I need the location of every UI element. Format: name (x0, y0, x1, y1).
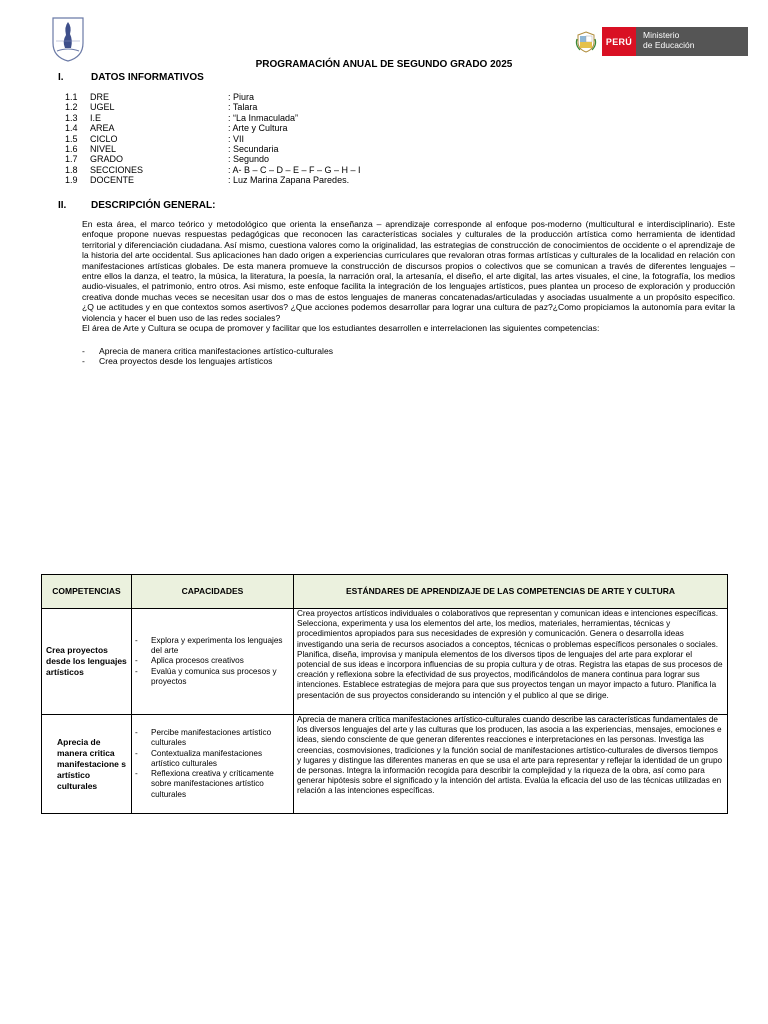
info-value: : Piura (228, 92, 255, 102)
info-num: 1.9 (65, 175, 78, 186)
list-item-text: Aprecia de manera critica manifestaciones artístico-culturales (99, 346, 334, 356)
list-dash: - (135, 769, 138, 779)
info-key: GRADO (90, 154, 124, 165)
table-header-row (42, 575, 728, 609)
table-row (42, 609, 728, 715)
capacidad-text: Evalúa y comunica sus procesos y proyectos (151, 666, 277, 686)
list-dash: - (135, 666, 138, 676)
list-item-text: Crea proyectos desde los lenguajes artísticos (99, 356, 273, 367)
description-paragraph: En esta área, el marco teórico y metodológico que orienta la enseñanza – aprendizaje corresponde al enfoque pos-moderno (multicultural e interdisciplinario). Este enfoque propone nuevas respuestas pedagógicas que reconocen las características sociales y culturales de la producción artística como herramienta de identidad territorial y diferenciación ciudadana. Así mismo, cuestiona valores como la originalidad, las estrategias de construcción de conocimientos de occidente o el aprendizaje de la historia del arte occidental. Sus aplicaciones han dado origen a experiencias curriculares que revaloran otras formas artísticas y culturales de la localidad en relación con manifestaciones artísticas globales. De esta manera promueve la construcción de discursos propios o colectivos que se comunican a través de diferentes lenguajes – entre ellos la danza, el teatro, la música, la literatura, la poesía, la narración oral, la artesanía, el diseño, el arte digital, las artes visuales, el cine, la fotografía, los medios audio-visuales, el patrimonio, entro otros. Asi mismo, este enfoque facilita la integración de los lenguajes artísticos, pues plantea un proceso de exploración y producción creativa donde muchas veces se necesitan usar dos o mas de estos lenguajes de maneras concatenadas/articuladas y asociadas usualmente a un propósito especifico. ¿Q ue actitudes y en que contextos somos asertivos? ¿Que acciones podemos desarrollar para lograr una cultura de paz?¿Como propiciamos la autonomía para evitar la violencia y hacer el buen uso de las redes sociales? (82, 219, 736, 323)
competencies-table (41, 574, 728, 814)
estandar-cell: Aprecia de manera crítica manifestaciones artístico-culturales cuando describe las características fundamentales de los diversos lenguajes del arte y las culturas que los producen, las asocia a las experiencias, mensajes, emociones e ideas, siendo consciente de que generan diferentes reacciones e interpretaciones en las personas. Investiga las creencias, cosmovisiones, tradiciones y la función social de manifestaciones artístico-culturales de diversos tiempos y lugares y distingue las diferentes maneras en que se usa el arte para representar y reflejar la identidad de un grupo de personas. Integra la información recogida para describir la complejidad y la riqueza de la obra, así como para generar hipótesis sobre el significado y la intención del artista. Evalúa la eficacia del uso de las técnicas utilizadas en relación a las intenciones específicas. (294, 715, 728, 814)
info-value: : VII (228, 133, 245, 144)
capacidad-item (135, 749, 290, 769)
list-dash: - (135, 728, 138, 738)
list-dash: - (82, 346, 85, 356)
table-row (42, 715, 728, 814)
info-value: : A- B – C – D – E – F – G – H – I (228, 164, 361, 175)
info-num: 1.5 (65, 133, 78, 144)
info-key: UGEL (90, 102, 115, 113)
info-num: 1.6 (65, 144, 78, 154)
capacidad-text: Percibe manifestaciones artístico culturales (151, 728, 272, 748)
list-dash: - (135, 635, 138, 645)
info-num: 1.4 (65, 123, 78, 134)
estandar-cell: Crea proyectos artísticos individuales o colaborativos que representan y comunican ideas e intenciones específicas. Selecciona, experimenta y usa los elementos del arte, los medios, materiales, herramientas, técnicas y procedimientos apropiados para sus necesidades de expresión y comunicación. Genera o desarrolla ideas investigando una seria de recursos asociados a conceptos, técnicas o problemas específicos personales o sociales. Planifica, diseña, improvisa y manipula elementos de los diversos tipos de lenguajes del arte para explorar el potencial de sus ideas e incorpora influencias de su propia cultura y de otras. Registra las etapas de sus procesos de creación y reflexiona sobre la efectividad de sus proyectos, modificándolos de manera continua para lograr sus intenciones. Establece estrategias de mejora para que sus proyectos tengan un mayor impacto a futuro. Planifica la presentación de sus proyectos considerando su intención y el publico al que se dirige. (294, 609, 728, 715)
ministry-logo (570, 27, 748, 56)
info-value: : “La Inmaculada” (228, 112, 299, 123)
document-title: PROGRAMACIÓN ANUAL DE SEGUNDO GRADO 2025 (255, 59, 513, 70)
capacidad-text: Explora y experimenta los lenguajes del arte (151, 635, 283, 656)
info-key: DRE (90, 92, 110, 102)
capacidad-item (135, 636, 290, 656)
header-estandares: ESTÁNDARES DE APRENDIZAJE DE LAS COMPETENCIAS DE ARTE Y CULTURA (294, 575, 728, 609)
section2-number: II. (58, 200, 67, 211)
info-key: DOCENTE (90, 175, 135, 186)
info-num: 1.3 (65, 112, 78, 123)
list-dash: - (135, 748, 138, 758)
info-value: : Talara (228, 102, 258, 113)
capacidad-text: Aplica procesos creativos (151, 656, 244, 666)
section2-title: DESCRIPCIÓN GENERAL: (91, 200, 216, 211)
description-block (82, 219, 735, 333)
info-value: : Secundaria (228, 144, 279, 154)
capacidad-item (135, 667, 290, 687)
section1-number: I. (58, 72, 64, 83)
info-key: CICLO (90, 133, 118, 144)
header-capacidades: CAPACIDADES (132, 575, 294, 609)
ministry-line2: de Educación (643, 39, 695, 50)
ministry-line1: Ministerio (643, 30, 680, 40)
info-num: 1.1 (65, 92, 78, 102)
competency-list (82, 346, 333, 367)
capacidad-item (135, 769, 290, 800)
capacidad-item (135, 728, 290, 748)
info-num: 1.2 (65, 102, 78, 113)
section1-title: DATOS INFORMATIVOS (91, 72, 204, 83)
list-item (82, 346, 333, 356)
peru-shield-icon (570, 27, 602, 56)
list-dash: - (135, 656, 138, 666)
list-item (82, 356, 333, 366)
info-num: 1.7 (65, 154, 78, 165)
description-intro: El área de Arte y Cultura se ocupa de promover y facilitar que los estudiantes desarrollen e interrelacionen las siguientes competencias: (82, 323, 600, 334)
info-num: 1.8 (65, 164, 78, 175)
info-value: : Luz Marina Zapana Paredes. (228, 175, 350, 186)
list-dash: - (82, 356, 85, 367)
competencia-cell: Crea proyectos desde los lenguajes artísticos (42, 609, 132, 715)
info-key: I.E (90, 112, 102, 123)
school-crest-icon (50, 15, 86, 63)
info-key: NIVEL (90, 144, 117, 154)
ministry-label (636, 27, 748, 56)
info-value: : Segundo (228, 154, 270, 165)
capacidades-cell (132, 715, 294, 814)
capacidad-text: Contextualiza manifestaciones artístico culturales (151, 748, 263, 768)
capacidades-cell (132, 609, 294, 715)
info-key: AREA (90, 123, 115, 134)
competencia-cell: Aprecia de manera critica manifestacione s artístico culturales (42, 715, 132, 814)
capacidad-item (135, 656, 290, 666)
info-value: : Arte y Cultura (228, 123, 288, 134)
header-competencias: COMPETENCIAS (42, 575, 132, 609)
info-key: SECCIONES (90, 164, 144, 175)
peru-label: PERÚ (602, 27, 636, 56)
capacidad-text: Reflexiona creativa y críticamente sobre manifestaciones artístico culturales (151, 769, 274, 799)
